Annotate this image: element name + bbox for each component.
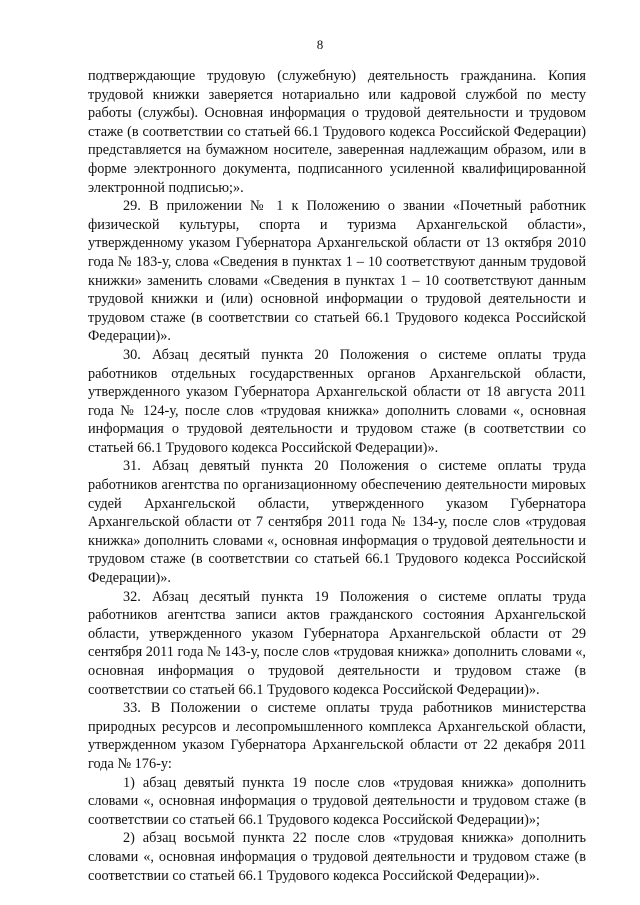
document-body: [88, 67, 586, 885]
paragraph-item-30: 30. Абзац десятый пункта 20 Положения о системе оплаты труда работников отдельных государственных органов Архангельской области, утвержденного указом Губернатора Архангельской области от 18 августа 2011 года № 124-у, после слов «трудовая книжка» дополнить словами «, основная информация о трудовой деятельности и трудовом стаже (в соответствии со статьей 66.1 Трудового кодекса Российской Федерации)».: [88, 346, 586, 456]
paragraph-item-31: 31. Абзац девятый пункта 20 Положения о системе оплаты труда работников агентства по организационному обеспечению деятельности мировых судей Архангельской области, утвержденного указом Губернатора Архангельской области от 7 сентября 2011 года № 134-у, после слов «трудовая книжка» дополнить словами «, основная информация о трудовой деятельности и трудовом стаже (в соответствии со статьей 66.1 Трудового кодекса Российской Федерации)».: [88, 458, 586, 587]
paragraph-continuation: подтверждающие трудовую (служебную) деятельность гражданина. Копия трудовой книжки заверяется нотариально или кадровой службой по месту работы (службы). Основная информация о трудовой деятельности и трудовом стаже (в соответствии со статьей 66.1 Трудового кодекса Российской Федерации) представляется на бумажном носителе, заверенная надлежащим образом, или в форме электронного документа, подписанного усиленной квалифицированной электронной подписью;».: [88, 68, 586, 196]
paragraph-subitem-1: 1) абзац девятый пункта 19 после слов «трудовая книжка» дополнить словами «, основная информация о трудовой деятельности и трудовом стаже (в соответствии со статьей 66.1 Трудового кодекса Российской Федерации)»;: [88, 774, 586, 828]
paragraph-subitem-2: 2) абзац восьмой пункта 22 после слов «трудовая книжка» дополнить словами «, основная информация о трудовой деятельности и трудовом стаже (в соответствии со статьей 66.1 Трудового кодекса Российской Федерации)».: [88, 830, 586, 884]
page-number: 8: [316, 37, 324, 52]
paragraph-item-29: 29. В приложении № 1 к Положению о звании «Почетный работник физической культуры, спорта и туризма Архангельской области», утвержденному указом Губернатора Архангельской области от 13 октября 2010 года № 183-у, слова «Сведения в пунктах 1 – 10 соответствуют данным трудовой книжки» заменить словами «Сведения в пунктах 1 – 10 соответствуют данным трудовой книжки и (или) основной информации о трудовой деятельности и трудовом стаже (в соответствии со статьей 66.1 Трудового кодекса Российской Федерации)».: [88, 198, 586, 345]
paragraph-item-33: 33. В Положении о системе оплаты труда работников министерства природных ресурсов и лесопромышленного комплекса Архангельской области, утвержденном указом Губернатора Архангельской области от 22 декабря 2011 года № 176-у:: [88, 700, 586, 772]
paragraph-item-32: 32. Абзац десятый пункта 19 Положения о системе оплаты труда работников агентства записи актов гражданского состояния Архангельской области, утвержденного указом Губернатора Архангельской области от 29 сентября 2011 года № 143-у, после слов «трудовая книжка» дополнить словами «, основная информация о трудовой деятельности и трудовом стаже (в соответствии со статьей 66.1 Трудового кодекса Российской Федерации)».: [88, 588, 586, 698]
